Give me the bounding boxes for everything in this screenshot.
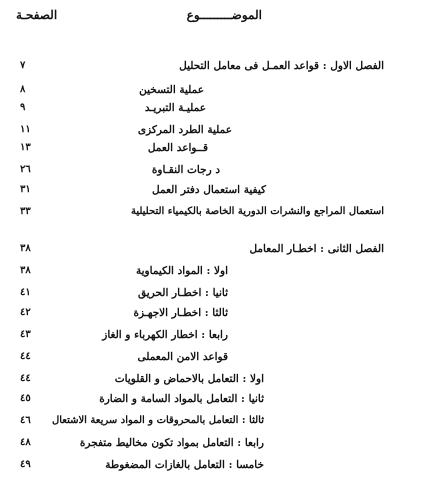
toc-entry [0,99,424,117]
entry-title: اولا : المواد الكيماوية [136,265,228,277]
entry-title: د رجات النقـاوة [151,164,220,176]
page-number: ٩ [20,102,26,113]
entry-title: اولا : التعامل بالاحماض و القلويات [114,373,264,385]
entry-title: رابعا : التعامل بمواد تكون مخاليط متفجرة [79,437,264,449]
page-number: ٤٢ [20,307,31,318]
entry-title: خامسا : التعامل بالغازات المضغوطة [105,459,264,471]
toc-entry [0,390,424,408]
chapter-1-heading-row [0,57,424,75]
entry-title: ثانيا : اخطـار الحريق [138,287,228,299]
toc-entry [0,284,424,302]
page-column-header: الصفحـة [16,8,58,22]
page-number: ٤٩ [20,459,31,470]
page-number: ١٣ [20,142,31,153]
entry-title: استعمال المراجع والنشرات الدورية الخاصة بالكيمياء التحليلية [130,206,384,217]
entry-title: قــواعد العمل [147,142,208,154]
entry-title: قواعد الامن المعملى [137,351,228,363]
page-number: ٤١ [20,287,31,298]
toc-entry [0,434,424,452]
toc-entry [0,456,424,474]
toc-entry [0,348,424,366]
toc-entry [0,262,424,280]
topic-column-header: الموضـــــــــوع [186,8,262,22]
page-number: ٤٣ [20,329,31,340]
entry-title: عمليـة التبريـد [144,102,206,114]
toc-entry [0,203,424,221]
entry-title: عملية التسخين [139,84,204,96]
toc-entry [0,139,424,157]
toc-entry [0,326,424,344]
entry-title: رابعا : اخطار الكهرباء و الغاز [102,329,228,341]
toc-entry [0,181,424,199]
toc-entry [0,81,424,99]
toc-entry [0,304,424,322]
entry-title: ثالثا : التعامل بالمحروقات و المواد سريعة الاشتعال [51,415,264,426]
chapter-2-title: الفصل الثانى : اخطـار المعامل [249,243,384,255]
toc-entry [0,370,424,388]
page-number: ٣١ [20,184,31,195]
chapter-1-title: الفصل الاول : قواعد العمـل فى معامل التحليل [179,60,384,72]
entry-title: ثانيا : التعامل بالمواد السامة و الضارة [99,393,264,405]
page-number: ٤٤ [20,373,31,384]
page-number: ٤٤ [20,351,31,362]
page-number: ١١ [20,124,31,135]
page-number: ٢٦ [20,164,31,175]
page-number: ٣٨ [20,243,31,254]
page-number: ٤٦ [20,415,31,426]
page-number: ٧ [20,60,26,71]
page-number: ٤٥ [20,393,31,404]
entry-title: كيفية استعمال دفتر العمل [152,184,266,196]
page-number: ٨ [20,84,26,95]
toc-entry [0,161,424,179]
entry-title: عملية الطرد المركزى [137,124,232,136]
page-number: ٤٨ [20,437,31,448]
page-number: ٣٣ [20,206,31,217]
entry-title: ثالثا : اخطـار الاجهـزة [133,307,228,319]
toc-entry [0,412,424,430]
page-number: ٣٨ [20,265,31,276]
chapter-2-heading-row [0,240,424,258]
toc-entry [0,121,424,139]
